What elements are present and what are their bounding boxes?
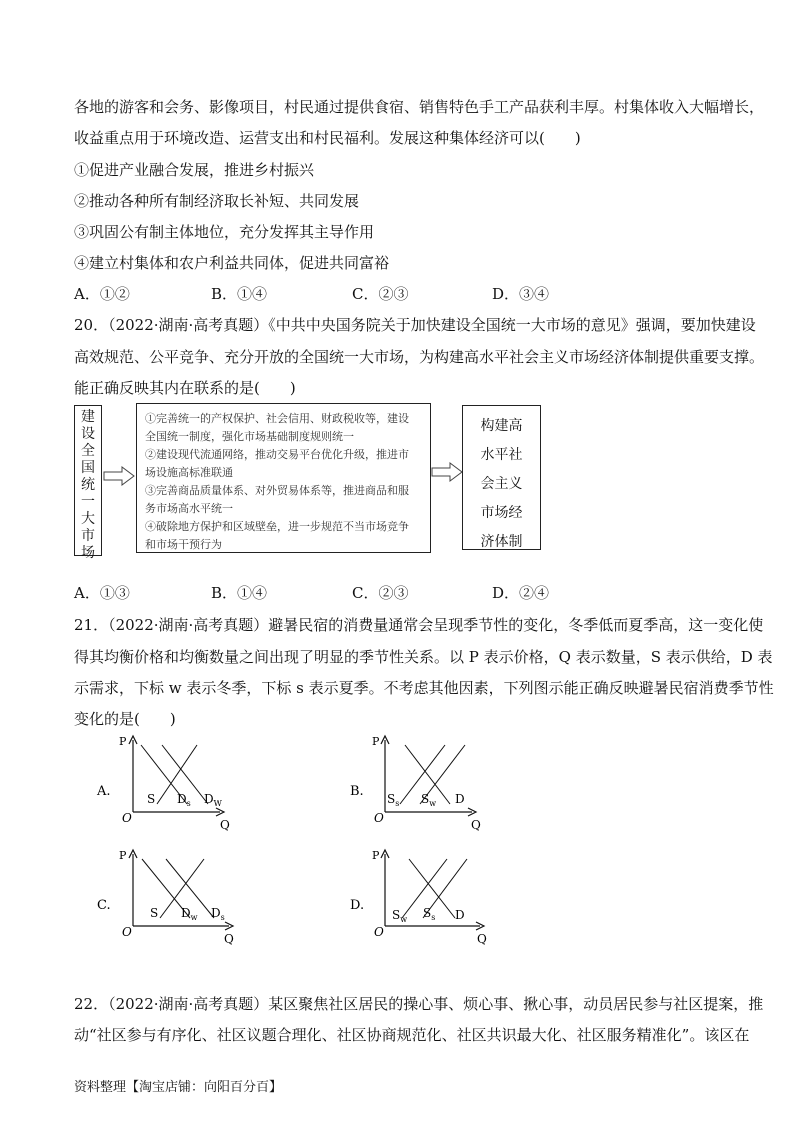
diagram-right-box: [462, 405, 541, 550]
curve-ds: $D_s$: [211, 906, 225, 922]
graph-c-label: C.: [97, 898, 111, 913]
curve-ds: $D_s$: [177, 792, 191, 808]
graph-a-label: A.: [97, 784, 111, 799]
q20-stem-line: 高效规范、公平竞争、充分开放的全国统一大市场，为构建高水平社会主义市场经济体制提供重要支撑。: [74, 348, 765, 366]
q20-stem-line: 20．（2022·湖南·高考真题）《中共中央国务院关于加快建设全国统一大市场的意见》强调，要加快建设: [74, 316, 756, 334]
diagram-middle-line: ④破除地方保护和区域壁垒，进一步规范不当市场竞争: [145, 520, 409, 533]
graph-d-label: D.: [350, 898, 365, 913]
diagram-middle-line: ①完善统一的产权保护、社会信用、财政税收等，建设: [145, 412, 409, 425]
axis-q-label: Q: [471, 818, 481, 832]
curve-ss: $S_s$: [423, 906, 436, 922]
q19-option-a[interactable]: A．①②: [74, 285, 130, 303]
curve-ss: $S_s$: [387, 792, 400, 808]
q19-item-3: ③巩固公有制主体地位，充分发挥其主导作用: [74, 223, 375, 241]
diagram-middle-line: ②建设现代流通网络，推动交易平台优化升级，推进市: [145, 448, 409, 461]
arrow-right-icon: [430, 462, 464, 482]
graph-b-label: B.: [350, 784, 364, 799]
axis-p-label: P: [372, 849, 380, 862]
q19-option-d[interactable]: D．③④: [492, 285, 550, 303]
q19-item-1: ①促进产业融合发展，推进乡村振兴: [74, 161, 315, 179]
q21-stem-line: 得其均衡价格和均衡数量之间出现了明显的季节性关系。以 P 表示价格，Q 表示数量，S 表示供给，D 表: [74, 648, 773, 666]
q22-stem-line: 22．（2022·湖南·高考真题）某区聚焦社区居民的操心事、烦心事、揪心事，动员居民参与社区提案，推: [74, 995, 764, 1013]
q19-item-4: ④建立村集体和农户利益共同体，促进共同富裕: [74, 254, 390, 272]
q19-line: 收益重点用于环境改造、运营支出和村民福利。发展这种集体经济可以( ): [74, 129, 581, 147]
graph-a[interactable]: [92, 732, 242, 832]
graph-d[interactable]: [345, 846, 495, 946]
origin-label: O: [374, 811, 384, 825]
q20-stem-line: 能正确反映其内在联系的是( ): [74, 379, 296, 397]
diagram-middle-box: [136, 403, 431, 553]
curve-sw: $S_w$: [392, 908, 408, 924]
origin-label: O: [122, 925, 132, 939]
curve-s: S: [150, 906, 159, 920]
origin-label: O: [374, 925, 384, 939]
axis-p-label: P: [119, 849, 127, 862]
q20-option-a[interactable]: A．①③: [74, 584, 130, 602]
curve-s: S: [147, 792, 156, 806]
axis-p-label: P: [372, 735, 380, 748]
curve-d: D: [455, 908, 465, 922]
diagram-left-box: [74, 405, 102, 561]
q19-option-c[interactable]: C．②③: [352, 285, 409, 303]
q19-item-2: ②推动各种所有制经济取长补短、共同发展: [74, 192, 360, 210]
q20-option-c[interactable]: C．②③: [352, 584, 409, 602]
graph-b[interactable]: [345, 732, 495, 832]
diagram-middle-line: 和市场干预行为: [145, 538, 222, 551]
axis-p-label: P: [119, 735, 127, 748]
page-footer: 资料整理【淘宝店铺：向阳百分百】: [74, 1080, 283, 1095]
q21-stem-line: 21．（2022·湖南·高考真题）避暑民宿的消费量通常会呈现季节性的变化，冬季低而夏季高，这一变化使: [74, 616, 764, 634]
q21-stem-line: 示需求，下标 w 表示冬季，下标 s 表示夏季。不考虑其他因素，下列图示能正确反映避暑民宿消费季节性: [74, 679, 774, 697]
q21-stem-line: 变化的是( ): [74, 710, 176, 728]
curve-d: D: [455, 792, 465, 806]
diagram-right-text: 构建高 水平社 会主义 市场经 济体制: [480, 418, 523, 550]
axis-q-label: Q: [477, 932, 487, 946]
axis-q-label: Q: [220, 818, 230, 832]
arrow-right-icon: [102, 466, 136, 486]
q20-option-b[interactable]: B．①④: [211, 584, 268, 602]
diagram-middle-line: 务市场高水平统一: [145, 502, 233, 515]
origin-label: O: [122, 811, 132, 825]
axis-q-label: Q: [224, 932, 234, 946]
graph-c[interactable]: [92, 846, 242, 946]
diagram-middle-line: 场设施高标准联通: [145, 466, 233, 479]
diagram-left-text: 建 设 全 国 统 一 大 市 场: [81, 409, 95, 561]
diagram-middle-line: 全国统一制度，强化市场基础制度规则统一: [145, 430, 354, 443]
diagram-middle-line: ③完善商品质量体系、对外贸易体系等，推进商品和服: [145, 484, 409, 497]
q22-stem-line: 动“社区参与有序化、社区议题合理化、社区协商规范化、社区共识最大化、社区服务精准化”。该区在: [74, 1026, 750, 1044]
q19-line: 各地的游客和会务、影像项目，村民通过提供食宿、销售特色手工产品获利丰厚。村集体收入大幅增长，: [74, 98, 765, 116]
curve-dw: $D_W$: [204, 792, 222, 808]
curve-sw: $S_w$: [421, 792, 437, 808]
q19-option-b[interactable]: B．①④: [211, 285, 268, 303]
curve-dw: $D_w$: [181, 906, 198, 922]
q20-option-d[interactable]: D．②④: [492, 584, 550, 602]
